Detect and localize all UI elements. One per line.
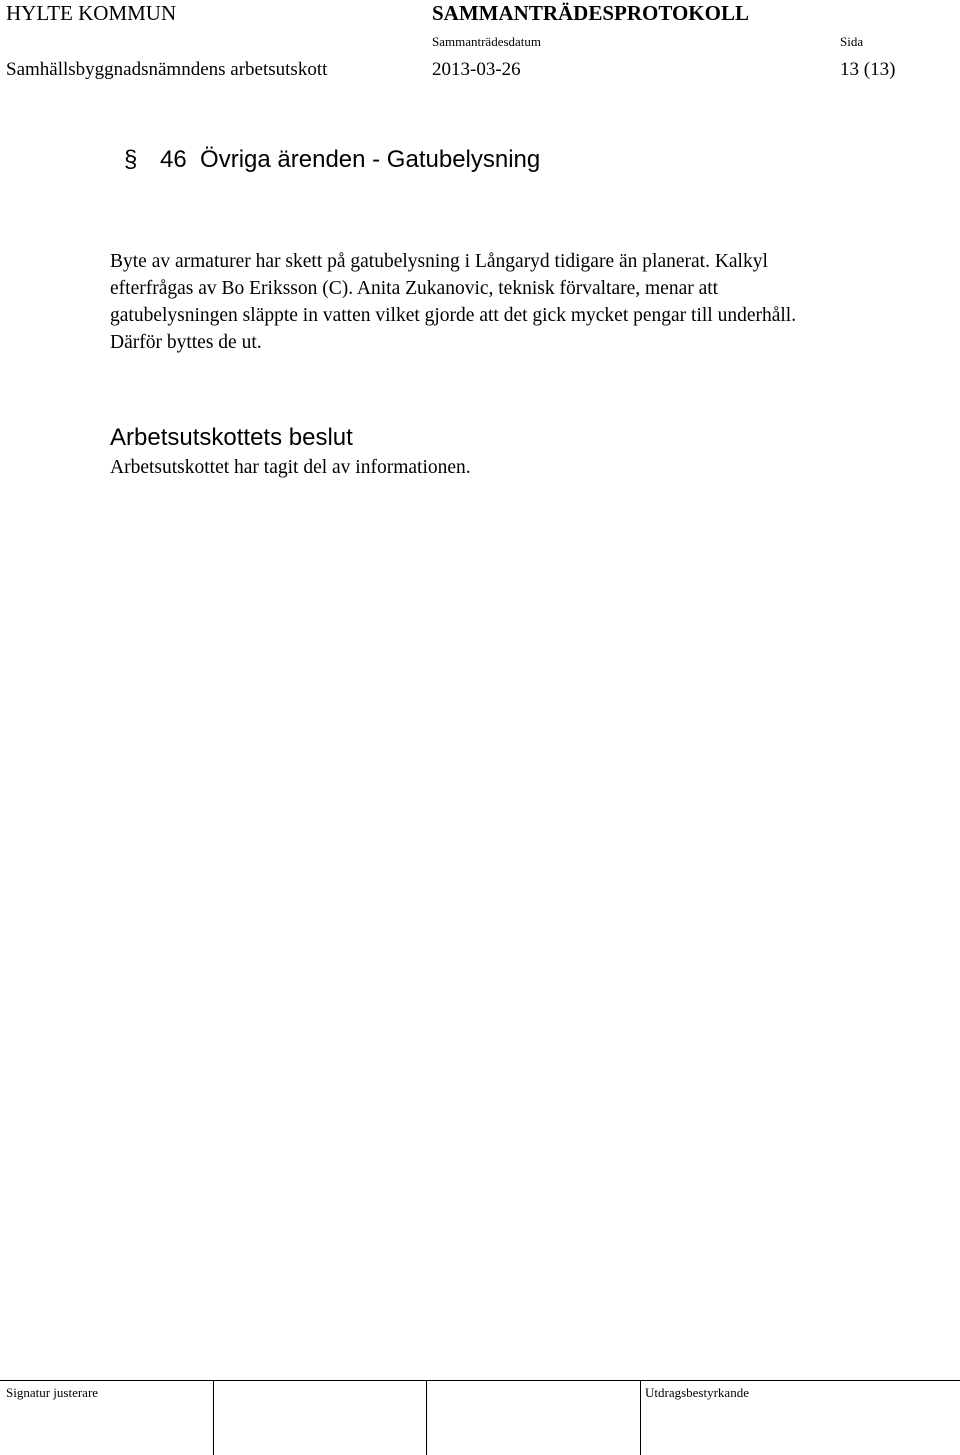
meeting-date-label: Sammanträdesdatum [432,34,542,49]
body-line: Byte av armaturer har skett på gatubelysning i Långaryd tidigare än planerat. Kalkyl [110,251,768,272]
document-type: SAMMANTRÄDESPROTOKOLL [432,1,749,25]
section-heading [124,146,540,174]
signature-box-divider [426,1381,427,1455]
page-label: Sida [840,34,864,49]
body-line: gatubelysningen släppte in vatten vilket gjorde att det gick mycket pengar till underhåll. [110,305,797,326]
signature-label: Signatur justerare [6,1385,99,1400]
signature-footer [0,1380,960,1455]
section-number: 46 [160,146,187,173]
extract-certification-label: Utdragsbestyrkande [645,1385,749,1400]
section-title: Övriga ärenden - Gatubelysning [200,146,541,173]
page-number: 13 (13) [840,59,896,80]
committee-name: Samhällsbyggnadsnämndens arbetsutskott [6,59,328,80]
decision-title: Arbetsutskottets beslut [110,424,353,451]
body-line: Därför byttes de ut. [110,332,262,353]
meeting-date: 2013-03-26 [432,59,521,80]
signature-box-divider [640,1381,641,1455]
organization-name: HYLTE KOMMUN [6,1,177,25]
section-body [110,248,910,356]
decision-text: Arbetsutskottet har tagit del av informationen. [110,457,471,478]
section-symbol: § [124,146,138,173]
signature-box-divider [213,1381,214,1455]
body-line: efterfrågas av Bo Eriksson (C). Anita Zukanovic, teknisk förvaltare, menar att [110,278,719,299]
